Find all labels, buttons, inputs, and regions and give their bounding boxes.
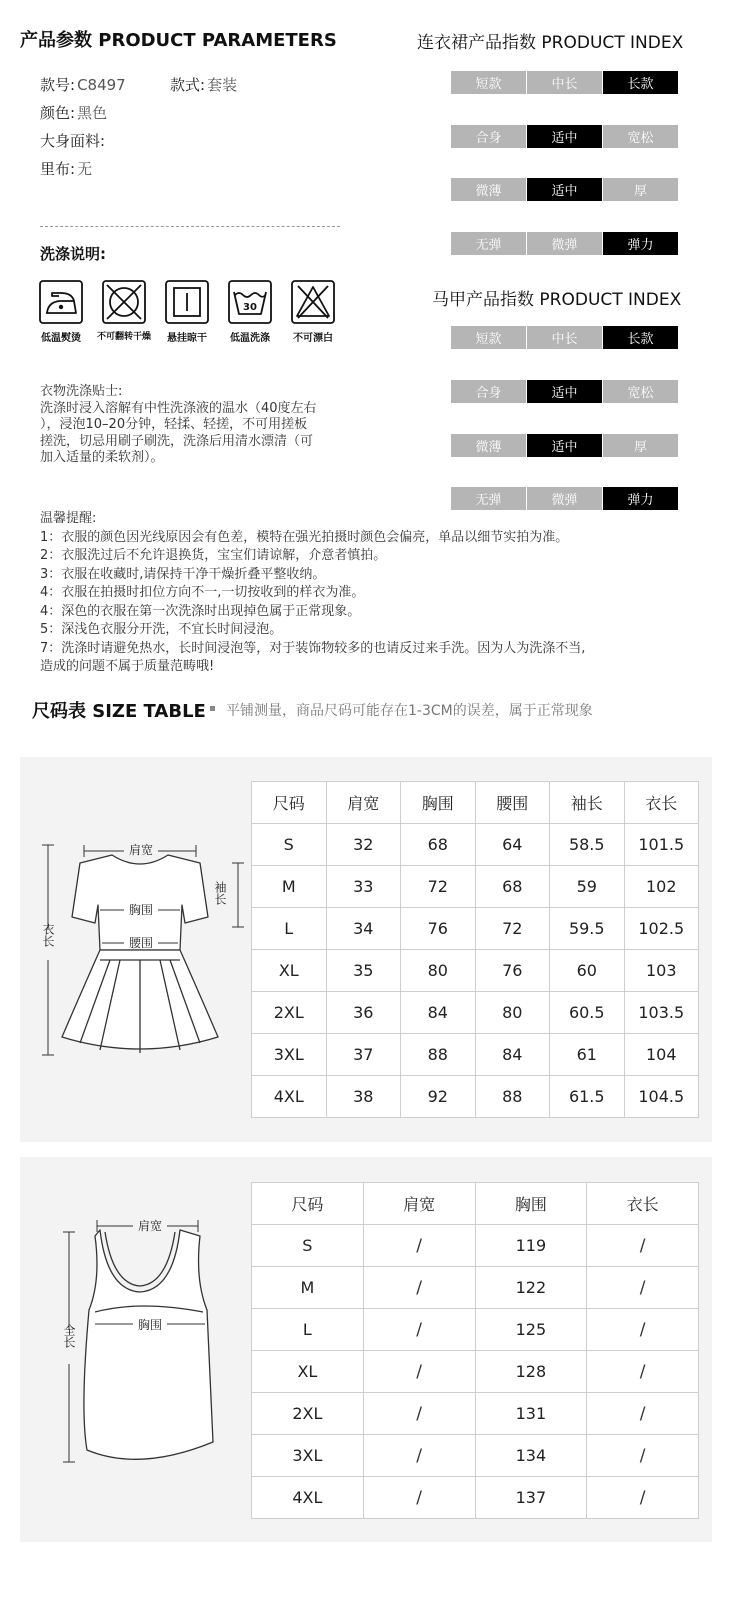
table-cell: 59	[550, 866, 625, 908]
vest-index-stretch-option: 无弹	[451, 487, 526, 510]
notes-line: 3：衣服在收藏时,请保持干净干燥折叠平整收纳。	[40, 566, 326, 582]
lining-param	[40, 158, 92, 179]
table-cell: 119	[475, 1225, 587, 1267]
dress-size-table	[251, 781, 699, 1118]
table-cell: L	[252, 1309, 364, 1351]
table-cell: 84	[475, 1034, 550, 1076]
table-cell: /	[363, 1267, 475, 1309]
no-tumble-dry-icon	[102, 280, 146, 324]
care-hang-dry	[157, 280, 217, 344]
color-label: 颜色:	[40, 104, 76, 122]
table-cell: 103	[624, 950, 699, 992]
table-cell: 128	[475, 1351, 587, 1393]
table-cell: /	[363, 1477, 475, 1519]
table-cell: /	[587, 1309, 699, 1351]
vest-index-thickness-option: 适中	[527, 434, 602, 457]
notes-line: 造成的问题不属于质量范畴哦!	[40, 659, 215, 674]
care-hang-dry-label: 悬挂晾干	[167, 333, 207, 344]
wash-tips-title: 衣物洗涤贴士:	[40, 384, 123, 399]
dress-diagram-icon	[40, 825, 245, 1065]
style-type-label: 款式:	[170, 76, 206, 94]
vest-index-stretch-option: 微弹	[527, 487, 602, 510]
table-row	[252, 1225, 699, 1267]
table-cell: /	[363, 1393, 475, 1435]
vest-index-fit	[451, 380, 678, 403]
table-cell: L	[252, 908, 327, 950]
table-row	[252, 1435, 699, 1477]
dress-index-fit-option: 合身	[451, 125, 526, 148]
table-cell: 68	[401, 824, 476, 866]
vest-index-length-option: 中长	[527, 326, 602, 349]
table-header-cell: 尺码	[252, 1183, 364, 1225]
care-low-temp-iron-label: 低温熨烫	[41, 333, 81, 344]
vest-index-fit-option: 宽松	[603, 380, 678, 403]
table-cell: 2XL	[252, 1393, 364, 1435]
fabric-param	[40, 130, 105, 151]
notes-line: 7：洗涤时请避免热水，长时间浸泡等，对于装饰物较多的也请反过来手洗。因为人为洗涤不当,	[40, 640, 586, 656]
table-cell: XL	[252, 1351, 364, 1393]
table-row	[252, 950, 699, 992]
table-cell: 134	[475, 1435, 587, 1477]
table-cell: 2XL	[252, 992, 327, 1034]
dress-index-fit-option: 宽松	[603, 125, 678, 148]
size-table-title: 尺码表 SIZE TABLE	[32, 701, 206, 722]
table-row	[252, 1076, 699, 1118]
dress-index-thickness-option: 厚	[603, 178, 678, 201]
style-number-label: 款号:	[40, 76, 76, 94]
wash-tips-line: 搓洗，切忌用刷子刷洗，洗涤后用清水漂清（可	[40, 433, 314, 449]
notes-line: 2：衣服洗过后不允许退换货，宝宝们请谅解，介意者慎拍。	[40, 548, 387, 563]
style-number	[40, 74, 126, 95]
vest-index-fit-option: 合身	[451, 380, 526, 403]
vest-index-length-option: 长款	[603, 326, 678, 349]
table-row	[252, 1477, 699, 1519]
notes-line: 4：衣服在拍摄时扣位方向不一,一切按收到的样衣为准。	[40, 585, 365, 600]
dress-index-thickness	[451, 178, 678, 201]
notes	[40, 510, 720, 677]
dress-sleeve-label: 袖长	[213, 881, 227, 905]
table-row	[252, 1393, 699, 1435]
table-cell: /	[587, 1225, 699, 1267]
dress-index-thickness-option: 适中	[527, 178, 602, 201]
dress-index-stretch	[451, 232, 678, 255]
table-cell: 80	[475, 992, 550, 1034]
vest-chest-label: 胸围	[137, 1318, 163, 1332]
table-cell: /	[587, 1393, 699, 1435]
style-type	[170, 74, 237, 95]
table-header-cell: 袖长	[550, 782, 625, 824]
table-cell: 88	[401, 1034, 476, 1076]
table-cell: 76	[401, 908, 476, 950]
dress-index-stretch-option: 微弹	[527, 232, 602, 255]
table-cell: 38	[326, 1076, 401, 1118]
table-cell: 68	[475, 866, 550, 908]
dress-index-length-option: 短款	[451, 71, 526, 94]
size-table-note: 平铺测量，商品尺码可能存在1-3CM的误差，属于正常现象	[226, 703, 593, 719]
table-cell: 102.5	[624, 908, 699, 950]
table-cell: 80	[401, 950, 476, 992]
vest-index-title: 马甲产品指数 PRODUCT INDEX	[432, 290, 682, 310]
vest-index-thickness-option: 微薄	[451, 434, 526, 457]
vest-shoulder-label: 肩宽	[137, 1219, 163, 1233]
table-cell: 88	[475, 1076, 550, 1118]
wash-tips-line: ），浸泡10–20分钟，轻揉、轻搓，不可用搓板	[40, 417, 308, 432]
care-no-tumble-dry-label: 不可翻转干燥	[96, 332, 151, 342]
table-cell: 34	[326, 908, 401, 950]
table-cell: 84	[401, 992, 476, 1034]
table-cell: 60	[550, 950, 625, 992]
care-wash-30-label: 低温洗涤	[230, 333, 270, 344]
params-divider	[40, 226, 340, 227]
table-header-cell: 肩宽	[326, 782, 401, 824]
color-value: 黑色	[77, 104, 108, 122]
notes-title: 温馨提醒:	[40, 511, 97, 526]
table-cell: 76	[475, 950, 550, 992]
table-cell: 3XL	[252, 1034, 327, 1076]
table-cell: 72	[475, 908, 550, 950]
care-no-tumble-dry	[94, 280, 154, 342]
table-row	[252, 1267, 699, 1309]
style-type-value: 套装	[207, 76, 238, 94]
dress-waist-label: 腰围	[128, 936, 154, 950]
dress-index-stretch-option: 无弹	[451, 232, 526, 255]
dress-index-length-option: 长款	[603, 71, 678, 94]
dress-index-thickness-option: 微薄	[451, 178, 526, 201]
wash-tips-line: 加入适量的柔软剂）。	[40, 450, 164, 465]
dress-index-title: 连衣裙产品指数 PRODUCT INDEX	[417, 33, 684, 53]
table-row	[252, 1034, 699, 1076]
table-row	[252, 908, 699, 950]
wash-tips-line: 洗涤时浸入溶解有中性洗涤液的温水（40度左右	[40, 400, 317, 416]
table-row	[252, 824, 699, 866]
table-cell: /	[363, 1435, 475, 1477]
notes-line: 5：深浅色衣服分开洗，不宜长时间浸泡。	[40, 622, 283, 637]
vest-index-fit-option: 适中	[527, 380, 602, 403]
table-row	[252, 992, 699, 1034]
table-cell: 60.5	[550, 992, 625, 1034]
table-cell: XL	[252, 950, 327, 992]
table-header-cell: 腰围	[475, 782, 550, 824]
lining-label: 里布:	[40, 160, 76, 178]
wash-tips	[40, 384, 360, 467]
table-cell: 137	[475, 1477, 587, 1519]
care-no-bleach	[283, 280, 343, 344]
table-cell: 4XL	[252, 1477, 364, 1519]
table-cell: 61	[550, 1034, 625, 1076]
hang-dry-icon	[165, 280, 209, 324]
table-cell: 104.5	[624, 1076, 699, 1118]
table-cell: 103.5	[624, 992, 699, 1034]
dress-index-fit-option: 适中	[527, 125, 602, 148]
table-cell: /	[587, 1477, 699, 1519]
care-no-bleach-label: 不可漂白	[293, 333, 333, 344]
vest-length-label: 全长	[62, 1324, 76, 1348]
style-number-value: C8497	[77, 76, 126, 94]
table-cell: 102	[624, 866, 699, 908]
care-low-temp-iron	[31, 280, 91, 344]
table-cell: 131	[475, 1393, 587, 1435]
vest-index-thickness-option: 厚	[603, 434, 678, 457]
table-cell: 61.5	[550, 1076, 625, 1118]
care-wash-30	[220, 280, 280, 344]
table-header-cell: 肩宽	[363, 1183, 475, 1225]
color-param	[40, 102, 107, 123]
low-temp-iron-icon	[39, 280, 83, 324]
fabric-label: 大身面料:	[40, 132, 106, 150]
dress-chest-label: 胸围	[128, 903, 154, 917]
wash-30-icon	[228, 280, 272, 324]
params-title: 产品参数 PRODUCT PARAMETERS	[20, 30, 337, 51]
notes-line: 4：深色的衣服在第一次洗涤时出现掉色属于正常现象。	[40, 603, 361, 619]
dress-length-label: 衣长	[41, 923, 55, 947]
table-cell: 37	[326, 1034, 401, 1076]
dress-shoulder-label: 肩宽	[128, 843, 154, 857]
dress-index-length	[451, 71, 678, 94]
wash-temp-text: 30	[243, 302, 257, 313]
bullet-icon	[210, 706, 215, 711]
table-cell: 35	[326, 950, 401, 992]
vest-index-thickness	[451, 434, 678, 457]
vest-index-length	[451, 326, 678, 349]
table-header-row	[252, 1183, 699, 1225]
table-cell: /	[363, 1309, 475, 1351]
table-cell: 104	[624, 1034, 699, 1076]
table-row	[252, 1309, 699, 1351]
table-cell: M	[252, 866, 327, 908]
table-cell: S	[252, 1225, 364, 1267]
table-cell: 101.5	[624, 824, 699, 866]
table-cell: 58.5	[550, 824, 625, 866]
table-cell: 64	[475, 824, 550, 866]
table-cell: 72	[401, 866, 476, 908]
table-cell: /	[587, 1351, 699, 1393]
table-header-cell: 尺码	[252, 782, 327, 824]
vest-diagram-icon	[55, 1210, 220, 1472]
table-header-cell: 胸围	[475, 1183, 587, 1225]
table-header-cell: 衣长	[624, 782, 699, 824]
table-row	[252, 866, 699, 908]
notes-line: 1：衣服的颜色因光线原因会有色差，模特在强光拍摄时颜色会偏亮，单品以细节实拍为准。	[40, 529, 569, 545]
table-cell: 33	[326, 866, 401, 908]
no-bleach-icon	[291, 280, 335, 324]
table-cell: 3XL	[252, 1435, 364, 1477]
table-header-cell: 胸围	[401, 782, 476, 824]
table-cell: 4XL	[252, 1076, 327, 1118]
lining-value: 无	[77, 160, 93, 178]
vest-index-stretch-option: 弹力	[603, 487, 678, 510]
table-cell: /	[587, 1435, 699, 1477]
dress-index-length-option: 中长	[527, 71, 602, 94]
table-cell: S	[252, 824, 327, 866]
vest-index-stretch	[451, 487, 678, 510]
table-cell: /	[363, 1225, 475, 1267]
table-cell: 36	[326, 992, 401, 1034]
table-cell: 125	[475, 1309, 587, 1351]
table-cell: /	[587, 1267, 699, 1309]
table-header-row	[252, 782, 699, 824]
table-header-cell: 衣长	[587, 1183, 699, 1225]
table-cell: 32	[326, 824, 401, 866]
dress-index-stretch-option: 弹力	[603, 232, 678, 255]
table-cell: /	[363, 1351, 475, 1393]
dress-index-fit	[451, 125, 678, 148]
vest-index-length-option: 短款	[451, 326, 526, 349]
table-cell: M	[252, 1267, 364, 1309]
wash-title: 洗涤说明:	[40, 245, 106, 263]
table-cell: 122	[475, 1267, 587, 1309]
table-cell: 92	[401, 1076, 476, 1118]
table-cell: 59.5	[550, 908, 625, 950]
vest-size-table	[251, 1182, 699, 1519]
table-row	[252, 1351, 699, 1393]
